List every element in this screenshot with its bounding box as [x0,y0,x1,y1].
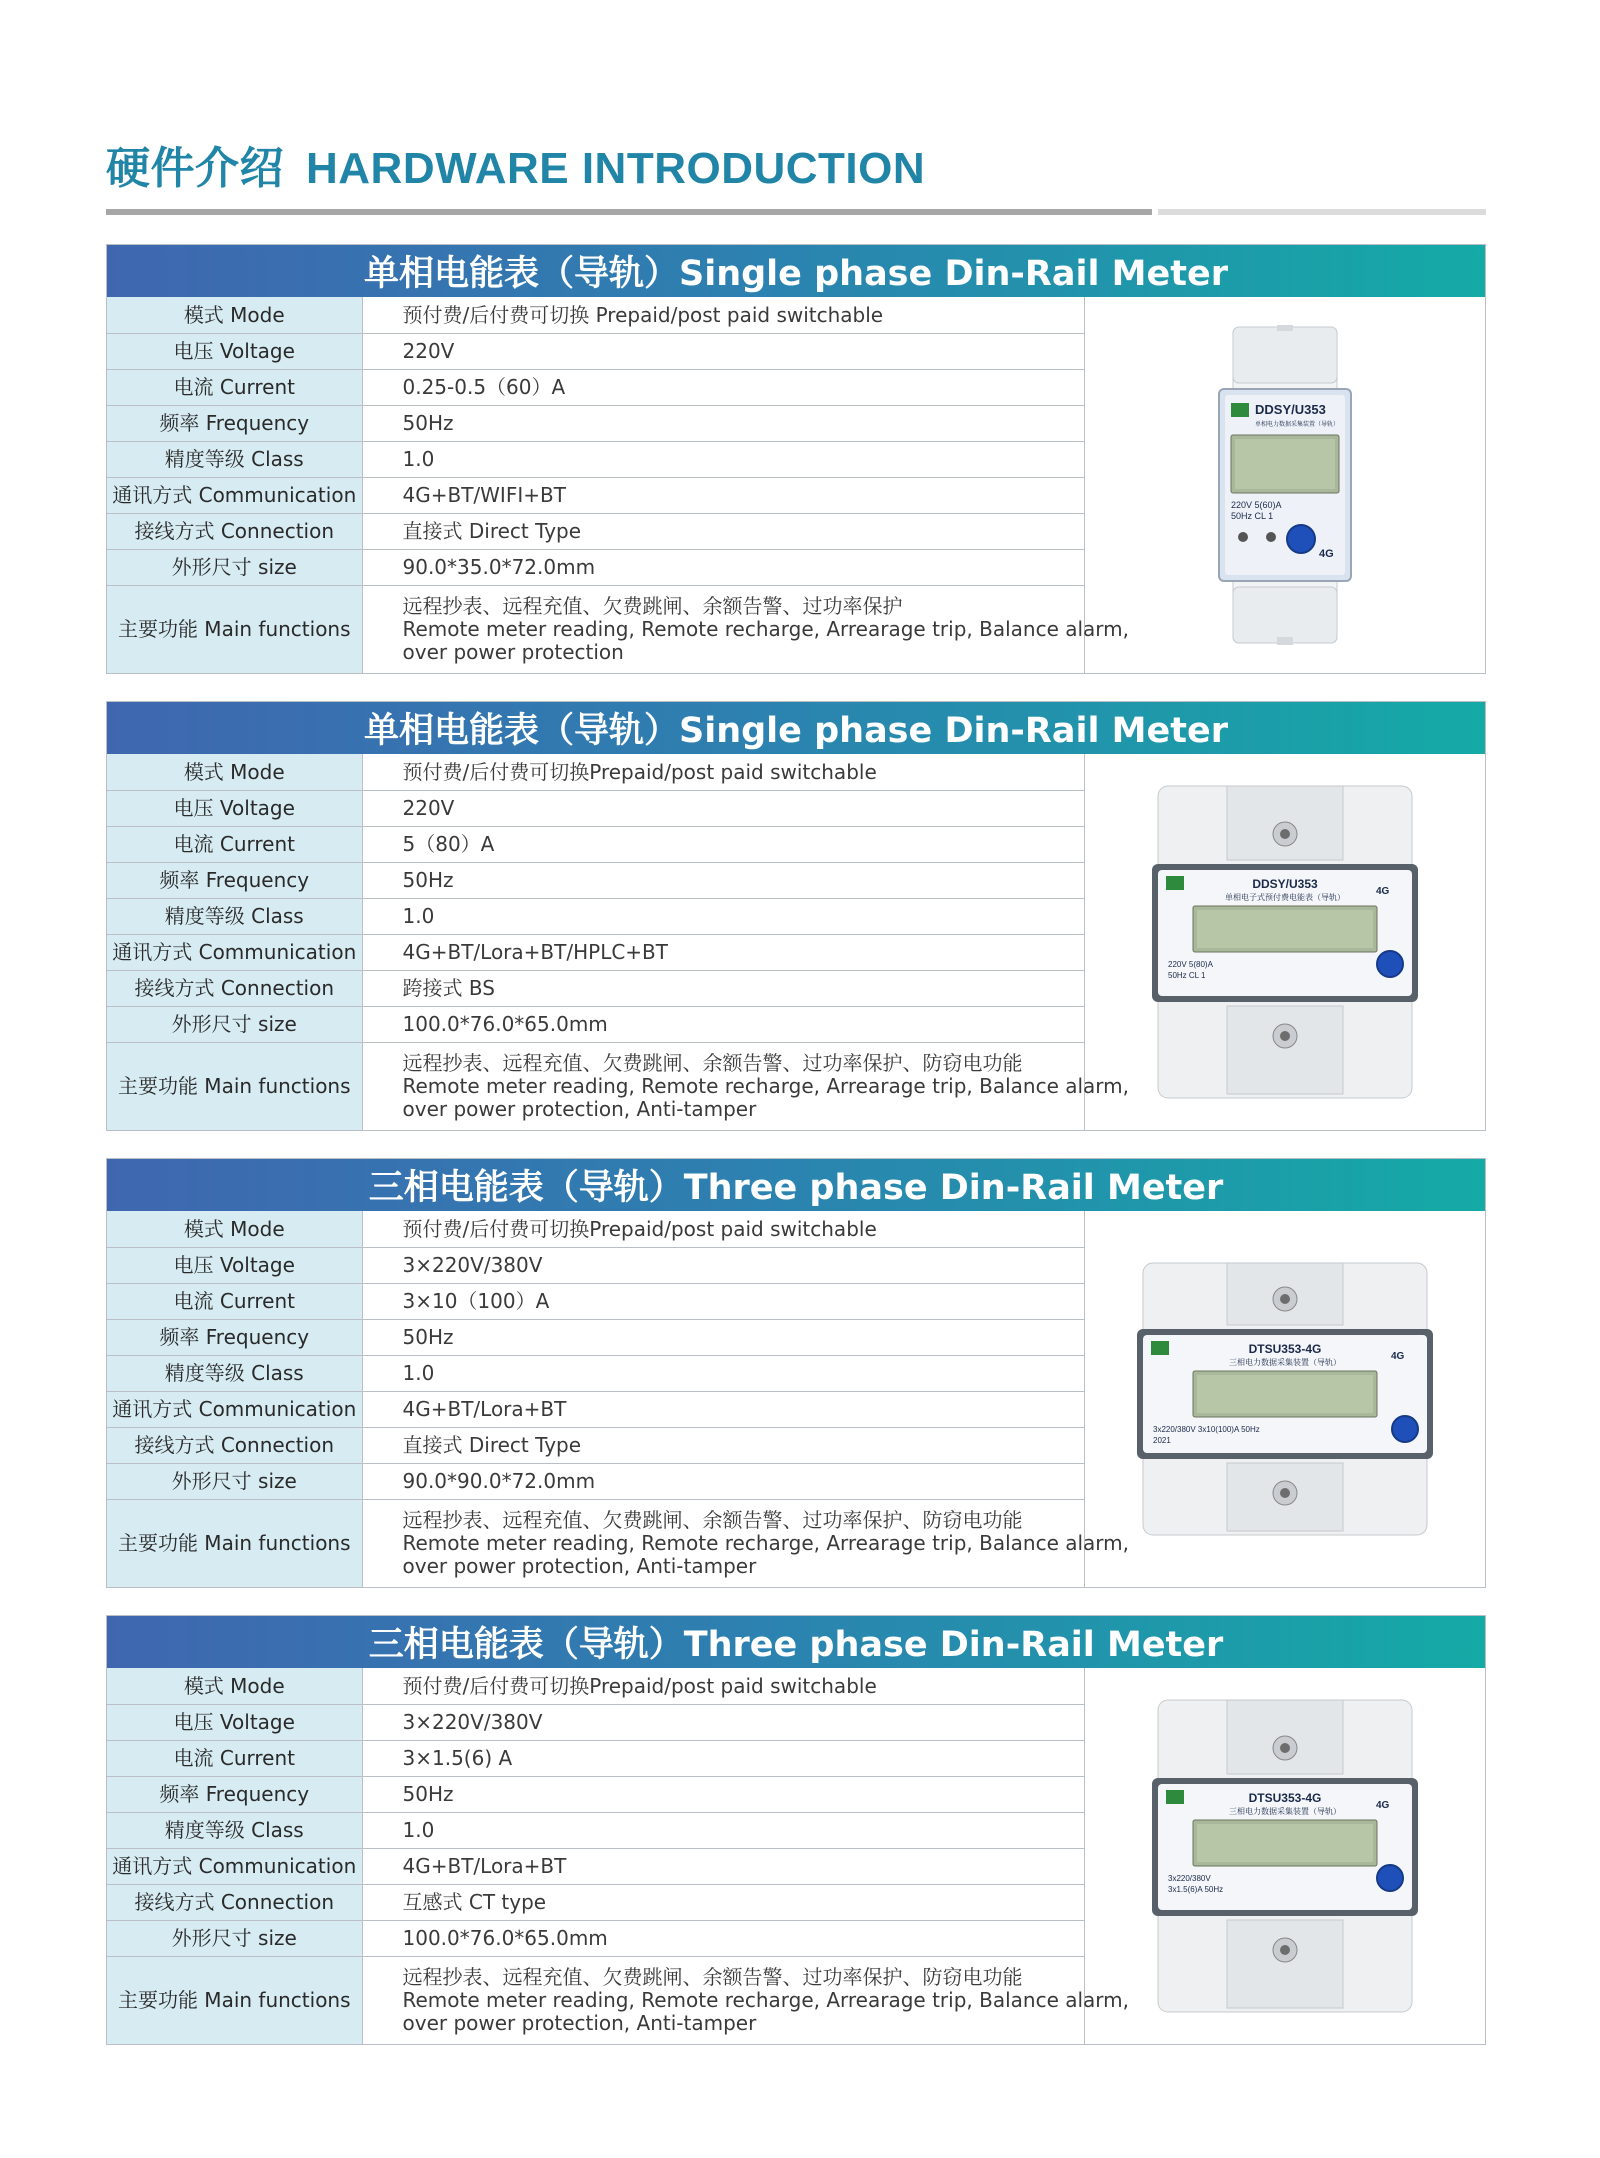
spec-label: 主要功能 Main functions [107,1499,362,1587]
spec-value: 3×220V/380V [362,1704,1084,1740]
title-underline-dark [106,209,1152,215]
spec-table [107,297,1130,673]
spec-label: 电压 Voltage [107,790,362,826]
spec-value-functions [362,1956,1130,2044]
spec-value: 3×1.5(6) A [362,1740,1084,1776]
page-title [106,132,925,196]
spec-label: 电流 Current [107,369,362,405]
spec-row-communication [107,1391,1084,1427]
meter-subtitle-text: 三相电力数据采集装置（导轨） [1228,1807,1341,1816]
spec-label: 频率 Frequency [107,1776,362,1812]
spec-row-size [107,1920,1084,1956]
meter-rating-2: 50Hz CL 1 [1167,971,1206,980]
spec-row-voltage [107,790,1084,826]
spec-value: 4G+BT/Lora+BT/HPLC+BT [362,934,1084,970]
spec-row-functions [107,585,1084,673]
meter-subtitle-text: 单相电子式预付费电能表（导轨） [1224,893,1345,902]
spec-row-communication [107,477,1084,513]
product-image-cell [1085,1668,1486,2044]
meter-rating-2: 2021 [1152,1436,1171,1445]
spec-row-frequency [107,1776,1084,1812]
spec-row-size [107,1463,1084,1499]
spec-row-class [107,1355,1084,1391]
functions-line-en-1: Remote meter reading, Remote recharge, Arrearage trip, Balance alarm, [402,616,1130,641]
meter-badge: 4G [1318,548,1334,560]
meter-badge: 4G [1375,1800,1390,1811]
spec-label: 精度等级 Class [107,441,362,477]
product-image-cell [1085,1211,1486,1587]
functions-line-cn: 远程抄表、远程充值、欠费跳闸、余额告警、过功率保护、防窃电功能 [402,1964,1023,1989]
spec-row-functions [107,1042,1084,1130]
spec-row-size [107,1006,1084,1042]
meter-badge: 4G [1375,886,1390,897]
spec-label: 模式 Mode [107,297,362,333]
product-body [107,297,1485,673]
spec-row-class [107,441,1084,477]
spec-label: 接线方式 Connection [107,1884,362,1920]
spec-value: 预付费/后付费可切换Prepaid/post paid switchable [362,754,1084,790]
spec-value: 互感式 CT type [362,1884,1084,1920]
spec-value: 3×220V/380V [362,1247,1084,1283]
functions-line-en-1: Remote meter reading, Remote recharge, Arrearage trip, Balance alarm, [402,1073,1130,1098]
spec-value: 1.0 [362,441,1084,477]
spec-value: 90.0*90.0*72.0mm [362,1463,1084,1499]
product-block-2 [106,701,1486,1131]
spec-table [107,754,1130,1130]
spec-label: 主要功能 Main functions [107,1956,362,2044]
spec-value: 100.0*76.0*65.0mm [362,1006,1084,1042]
spec-value: 100.0*76.0*65.0mm [362,1920,1084,1956]
spec-label: 电压 Voltage [107,1247,362,1283]
spec-value: 220V [362,333,1084,369]
spec-label: 电流 Current [107,826,362,862]
product-body [107,1668,1485,2044]
spec-value-functions [362,1499,1130,1587]
spec-label: 外形尺寸 size [107,1463,362,1499]
meter-model-text: DTSU353-4G [1248,1791,1322,1805]
product-block-1 [106,244,1486,674]
functions-line-cn: 远程抄表、远程充值、欠费跳闸、余额告警、过功率保护、防窃电功能 [402,1507,1023,1532]
spec-label: 主要功能 Main functions [107,1042,362,1130]
spec-label: 精度等级 Class [107,1812,362,1848]
spec-value: 4G+BT/Lora+BT [362,1848,1084,1884]
meter-model-text: DDSY/U353 [1254,402,1326,417]
spec-label: 精度等级 Class [107,898,362,934]
spec-label: 模式 Mode [107,754,362,790]
spec-value: 220V [362,790,1084,826]
spec-row-connection [107,1884,1084,1920]
spec-value: 跨接式 BS [362,970,1084,1006]
functions-line-en-2: over power protection, Anti-tamper [402,1096,757,1121]
spec-value: 90.0*35.0*72.0mm [362,549,1084,585]
spec-label: 外形尺寸 size [107,1006,362,1042]
spec-label: 精度等级 Class [107,1355,362,1391]
functions-line-en-2: over power protection, Anti-tamper [402,2010,757,2035]
spec-row-communication [107,934,1084,970]
page-title-cn: 硬件介绍 [106,143,284,194]
spec-label: 电压 Voltage [107,333,362,369]
product-header: 单相电能表（导轨）Single phase Din-Rail Meter [107,245,1485,297]
spec-label: 频率 Frequency [107,1319,362,1355]
meter-rating-2: 3x1.5(6)A 50Hz [1167,1885,1223,1894]
spec-row-current [107,1283,1084,1319]
meter-rating-1: 220V 5(60)A [1230,500,1282,510]
spec-value: 预付费/后付费可切换Prepaid/post paid switchable [362,1668,1084,1704]
spec-row-mode [107,297,1084,333]
product-block-4 [106,1615,1486,2045]
spec-row-functions [107,1956,1084,2044]
spec-table [107,1668,1130,2044]
spec-value: 预付费/后付费可切换 Prepaid/post paid switchable [362,297,1084,333]
spec-label: 主要功能 Main functions [107,585,362,673]
spec-value-functions [362,1042,1130,1130]
product-header: 单相电能表（导轨）Single phase Din-Rail Meter [107,702,1485,754]
spec-label: 模式 Mode [107,1668,362,1704]
spec-label: 通讯方式 Communication [107,477,362,513]
meter-subtitle-text: 单相电力数据采集装置（导轨） [1254,422,1339,428]
spec-row-mode [107,1211,1084,1247]
functions-line-en-1: Remote meter reading, Remote recharge, Arrearage trip, Balance alarm, [402,1987,1130,2012]
spec-row-class [107,1812,1084,1848]
spec-row-mode [107,754,1084,790]
functions-line-en-1: Remote meter reading, Remote recharge, Arrearage trip, Balance alarm, [402,1530,1130,1555]
product-header: 三相电能表（导轨）Three phase Din-Rail Meter [107,1616,1485,1668]
product-body [107,754,1485,1130]
meter-image [1215,325,1355,645]
spec-label: 接线方式 Connection [107,970,362,1006]
spec-label: 电流 Current [107,1740,362,1776]
spec-row-functions [107,1499,1084,1587]
spec-value: 直接式 Direct Type [362,1427,1084,1463]
spec-value-functions [362,585,1130,673]
meter-model-text: DDSY/U353 [1252,877,1318,891]
functions-line-cn: 远程抄表、远程充值、欠费跳闸、余额告警、过功率保护、防窃电功能 [402,1050,1023,1075]
spec-value: 直接式 Direct Type [362,513,1084,549]
spec-label: 通讯方式 Communication [107,1391,362,1427]
spec-label: 外形尺寸 size [107,549,362,585]
spec-row-communication [107,1848,1084,1884]
spec-row-current [107,826,1084,862]
product-body [107,1211,1485,1587]
title-underline-light [1158,209,1486,215]
spec-row-current [107,1740,1084,1776]
meter-image [1150,782,1420,1102]
meter-rating-1: 3x220/380V [1167,1874,1211,1883]
spec-label: 模式 Mode [107,1211,362,1247]
spec-row-connection [107,970,1084,1006]
spec-row-voltage [107,1247,1084,1283]
spec-value: 4G+BT/WIFI+BT [362,477,1084,513]
spec-value: 1.0 [362,1355,1084,1391]
spec-row-mode [107,1668,1084,1704]
spec-value: 3×10（100）A [362,1283,1084,1319]
spec-value: 5（80）A [362,826,1084,862]
spec-value: 1.0 [362,898,1084,934]
meter-subtitle-text: 三相电力数据采集装置（导轨） [1228,1358,1341,1367]
meter-model-text: DTSU353-4G [1248,1342,1322,1356]
spec-label: 电压 Voltage [107,1704,362,1740]
meter-rating-2: 50Hz CL 1 [1230,511,1273,521]
spec-value: 50Hz [362,405,1084,441]
spec-value: 1.0 [362,1812,1084,1848]
spec-row-frequency [107,405,1084,441]
spec-table [107,1211,1130,1587]
functions-line-cn: 远程抄表、远程充值、欠费跳闸、余额告警、过功率保护 [402,593,903,618]
meter-rating-1: 220V 5(80)A [1167,960,1213,969]
spec-value: 50Hz [362,862,1084,898]
spec-row-voltage [107,1704,1084,1740]
meter-badge: 4G [1390,1351,1405,1362]
spec-value: 50Hz [362,1776,1084,1812]
spec-row-current [107,369,1084,405]
spec-row-frequency [107,1319,1084,1355]
spec-label: 通讯方式 Communication [107,1848,362,1884]
spec-value: 预付费/后付费可切换Prepaid/post paid switchable [362,1211,1084,1247]
spec-value: 50Hz [362,1319,1084,1355]
meter-image [1135,1259,1435,1539]
spec-row-class [107,898,1084,934]
spec-row-size [107,549,1084,585]
product-image-cell [1085,754,1486,1130]
meter-image [1150,1696,1420,2016]
page-title-en: HARDWARE INTRODUCTION [306,144,926,193]
spec-label: 频率 Frequency [107,862,362,898]
spec-label: 电流 Current [107,1283,362,1319]
spec-label: 频率 Frequency [107,405,362,441]
meter-rating-1: 3x220/380V 3x10(100)A 50Hz [1152,1425,1260,1434]
spec-value: 0.25-0.5（60）A [362,369,1084,405]
product-header: 三相电能表（导轨）Three phase Din-Rail Meter [107,1159,1485,1211]
functions-line-en-2: over power protection [402,639,624,664]
spec-row-voltage [107,333,1084,369]
functions-line-en-2: over power protection, Anti-tamper [402,1553,757,1578]
spec-label: 接线方式 Connection [107,513,362,549]
product-image-cell [1085,297,1486,673]
spec-label: 通讯方式 Communication [107,934,362,970]
spec-label: 外形尺寸 size [107,1920,362,1956]
product-block-3 [106,1158,1486,1588]
spec-label: 接线方式 Connection [107,1427,362,1463]
spec-row-frequency [107,862,1084,898]
spec-row-connection [107,513,1084,549]
spec-row-connection [107,1427,1084,1463]
spec-value: 4G+BT/Lora+BT [362,1391,1084,1427]
